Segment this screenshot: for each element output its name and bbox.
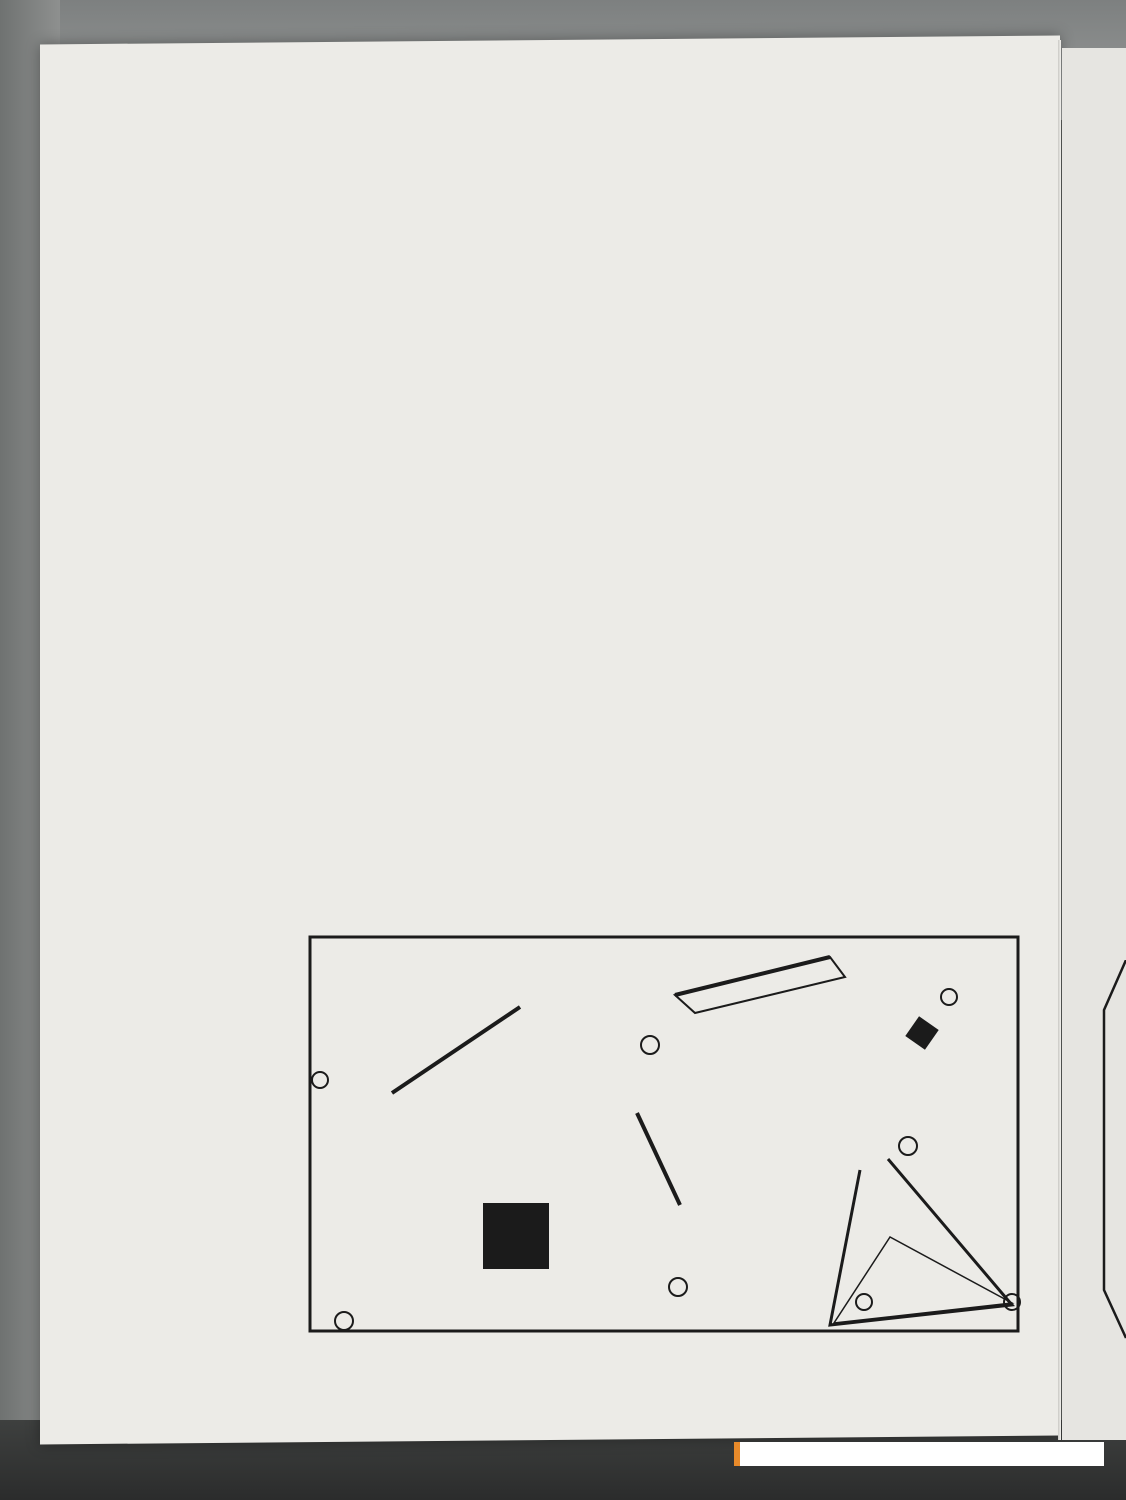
next-page-text — [1090, 280, 1126, 610]
screen-5-6-line — [392, 1007, 520, 1093]
watermark-url — [734, 1442, 1104, 1466]
piece-1-enclosure — [830, 1159, 1012, 1325]
column-marker — [669, 1278, 687, 1296]
column-marker — [335, 1312, 353, 1330]
column-marker — [941, 989, 957, 1005]
floor-plan-diagram — [300, 925, 1030, 1345]
staircase-top — [675, 957, 845, 1013]
piece-2-tank — [905, 1016, 938, 1049]
column-marker — [899, 1137, 917, 1155]
column-marker — [641, 1036, 659, 1054]
gallery-wall — [310, 937, 1018, 1331]
page-fold — [1058, 40, 1061, 1440]
column-marker — [312, 1072, 328, 1088]
column-marker — [856, 1294, 872, 1310]
next-page-diagram — [1096, 960, 1126, 1340]
piece-4-box — [483, 1203, 549, 1269]
piece-3-line — [637, 1113, 680, 1205]
